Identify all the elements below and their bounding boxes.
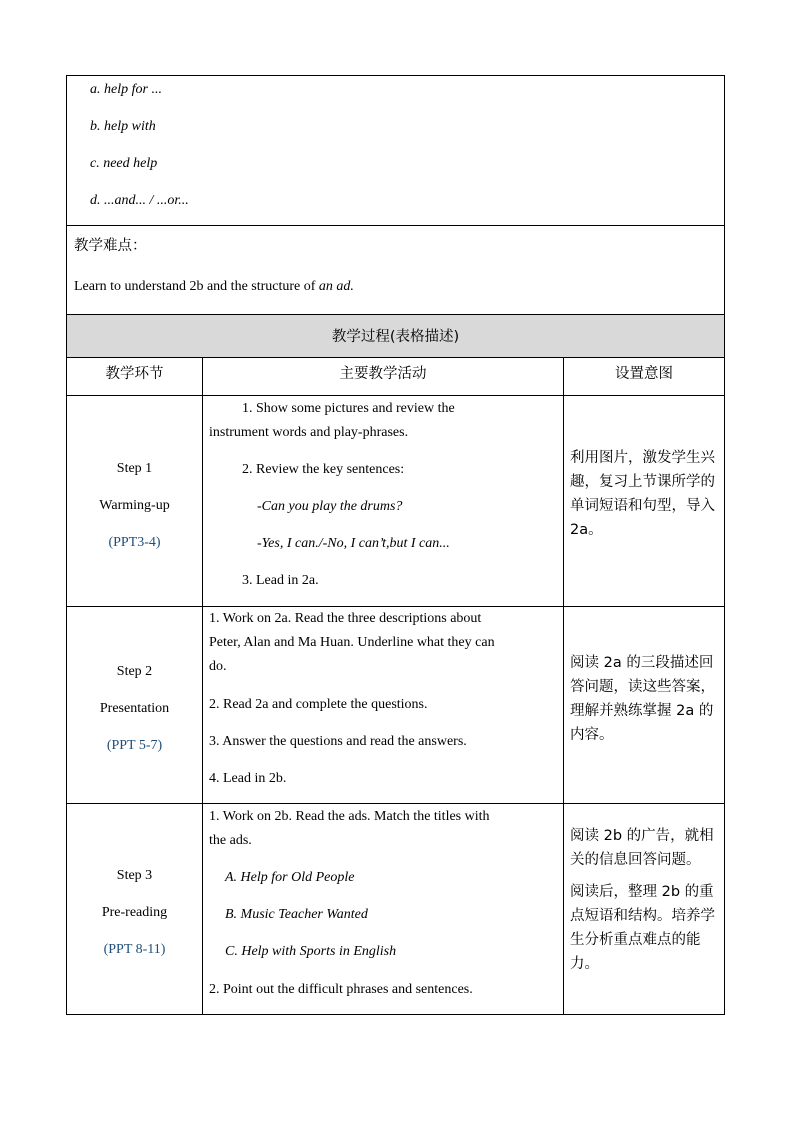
activity-line: 4. Lead in 2b. <box>209 771 287 786</box>
step-label: Step 1 <box>116 461 153 476</box>
difficulty-cell <box>67 226 725 315</box>
purpose-text: 阅读 2b 的广告，就相关的信息回答问题。 <box>570 828 714 868</box>
activity-line: 2. Point out the difficult phrases and sentences. <box>209 982 473 997</box>
difficulty-label: 教学难点： <box>74 238 147 254</box>
activity-line: do. <box>209 659 227 674</box>
activity-line: instrument words and play-phrases. <box>209 425 409 440</box>
difficulty-text: Learn to understand 2b and the structure of an ad. <box>74 279 354 294</box>
process-title-cell <box>67 315 725 358</box>
phrase-item: d. ...and... / ...or... <box>90 193 189 208</box>
phrase-item: b. help with <box>90 119 156 134</box>
purpose-text: 利用图片，激发学生兴趣，复习上节课所学的单词短语和句型，导入 2a。 <box>570 450 715 538</box>
activity-line: 3. Answer the questions and read the answers. <box>209 734 467 749</box>
step-name: Pre-reading <box>101 905 168 920</box>
ppt-range: (PPT3-4) <box>108 535 161 550</box>
step-1-purpose-cell <box>564 396 725 607</box>
ppt-range: (PPT 5-7) <box>106 738 163 753</box>
lesson-plan-table <box>66 75 725 1015</box>
phrase-item: a. help for ... <box>90 82 162 97</box>
activity-line: 3. Lead in 2a. <box>242 573 319 588</box>
activity-line: 2. Read 2a and complete the questions. <box>209 697 428 712</box>
process-title: 教学过程(表格描述) <box>331 329 460 345</box>
activity-line: 1. Work on 2b. Read the ads. Match the titles with <box>209 809 490 824</box>
activity-line: A. Help for Old People <box>225 870 355 885</box>
activity-line: -Yes, I can./-No, I can’t,but I can... <box>257 536 450 551</box>
header-activities: 主要教学活动 <box>203 358 564 396</box>
activity-line: the ads. <box>209 833 252 848</box>
key-phrases-cell <box>67 76 725 226</box>
step-1-stage-cell <box>67 396 203 607</box>
purpose-text: 阅读 2a 的三段描述回答问题，读这些答案，理解并熟练掌握 2a 的内容。 <box>570 655 715 743</box>
header-purpose: 设置意图 <box>564 358 725 396</box>
ppt-range: (PPT 8-11) <box>103 942 166 957</box>
step-name: Warming-up <box>99 498 170 513</box>
activity-line: 2. Review the key sentences: <box>242 462 405 477</box>
activity-line: B. Music Teacher Wanted <box>225 907 368 922</box>
activity-line: 1. Show some pictures and review the <box>242 401 455 416</box>
activity-line: C. Help with Sports in English <box>225 944 397 959</box>
step-2-activities-cell <box>203 607 564 804</box>
purpose-text: 阅读后，整理 2b 的重点短语和结构。培养学生分析重点难点的能力。 <box>570 884 715 972</box>
step-2-purpose-cell <box>564 607 725 804</box>
step-3-purpose-cell <box>564 804 725 1015</box>
step-label: Step 3 <box>116 868 153 883</box>
step-name: Presentation <box>99 701 170 716</box>
step-3-stage-cell <box>67 804 203 1015</box>
step-label: Step 2 <box>116 664 153 679</box>
activity-line: Peter, Alan and Ma Huan. Underline what they can <box>209 635 495 650</box>
activity-line: 1. Work on 2a. Read the three descriptions about <box>209 611 482 626</box>
step-3-activities-cell <box>203 804 564 1015</box>
step-2-stage-cell <box>67 607 203 804</box>
header-stage: 教学环节 <box>67 358 203 396</box>
step-1-activities-cell <box>203 396 564 607</box>
activity-line: -Can you play the drums? <box>257 499 403 514</box>
phrase-item: c. need help <box>90 156 158 171</box>
